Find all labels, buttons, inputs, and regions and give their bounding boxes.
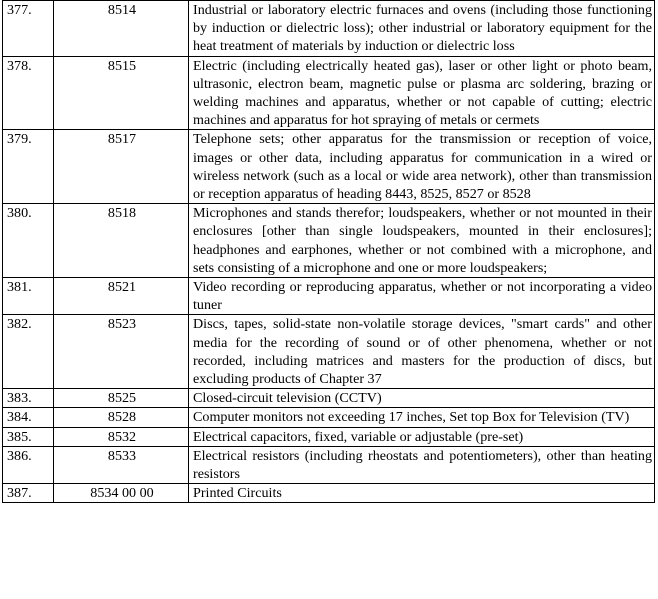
goods-description: Electric (including electrically heated gas), laser or other light or photo beam, ultrasonic, electron beam, magnetic pulse or plasma arc soldering, brazing or welding machines and apparatus, whether or not capable of cutting; electric machines and apparatus for hot spraying of metals or cermets xyxy=(189,56,655,130)
goods-description: Telephone sets; other apparatus for the transmission or reception of voice, images or other data, including apparatus for communication in a wired or wireless network (such as a local or wide area network), other than transmission or reception apparatus of heading 8443, 8525, 8527 or 8528 xyxy=(189,130,655,204)
serial-number: 378. xyxy=(3,56,54,130)
heading-code: 8521 xyxy=(54,278,189,315)
goods-description: Closed-circuit television (CCTV) xyxy=(189,389,655,408)
heading-code: 8523 xyxy=(54,315,189,389)
serial-number: 384. xyxy=(3,408,54,427)
serial-number: 382. xyxy=(3,315,54,389)
heading-code: 8514 xyxy=(54,1,189,57)
serial-number: 377. xyxy=(3,1,54,57)
serial-number: 386. xyxy=(3,446,54,483)
serial-number: 381. xyxy=(3,278,54,315)
serial-number: 383. xyxy=(3,389,54,408)
tariff-schedule-table xyxy=(2,0,655,503)
heading-code: 8528 xyxy=(54,408,189,427)
table-row xyxy=(3,427,655,446)
heading-code: 8515 xyxy=(54,56,189,130)
table-row xyxy=(3,278,655,315)
goods-description: Printed Circuits xyxy=(189,484,655,503)
goods-description: Electrical resistors (including rheostats and potentiometers), other than heating resistors xyxy=(189,446,655,483)
table-row xyxy=(3,56,655,130)
table-row xyxy=(3,484,655,503)
table-row xyxy=(3,315,655,389)
goods-description: Electrical capacitors, fixed, variable or adjustable (pre-set) xyxy=(189,427,655,446)
table-row xyxy=(3,1,655,57)
heading-code: 8518 xyxy=(54,204,189,278)
goods-description: Video recording or reproducing apparatus, whether or not incorporating a video tuner xyxy=(189,278,655,315)
heading-code: 8517 xyxy=(54,130,189,204)
heading-code: 8525 xyxy=(54,389,189,408)
tariff-schedule-body xyxy=(3,1,655,503)
table-row xyxy=(3,130,655,204)
table-row xyxy=(3,408,655,427)
serial-number: 385. xyxy=(3,427,54,446)
table-row xyxy=(3,389,655,408)
goods-description: Industrial or laboratory electric furnaces and ovens (including those functioning by induction or dielectric loss); other industrial or laboratory equipment for the heat treatment of materials by induction or dielectric loss xyxy=(189,1,655,57)
goods-description: Discs, tapes, solid-state non-volatile storage devices, "smart cards" and other media for the recording of sound or of other phenomena, whether or not recorded, including matrices and masters for the production of discs, but excluding products of Chapter 37 xyxy=(189,315,655,389)
goods-description: Computer monitors not exceeding 17 inches, Set top Box for Television (TV) xyxy=(189,408,655,427)
heading-code: 8532 xyxy=(54,427,189,446)
goods-description: Microphones and stands therefor; loudspeakers, whether or not mounted in their enclosures [other than single loudspeakers, mounted in their enclosures]; headphones and earphones, whether or not combined with a microphone, and sets consisting of a microphone and one or more loudspeakers; xyxy=(189,204,655,278)
serial-number: 387. xyxy=(3,484,54,503)
serial-number: 380. xyxy=(3,204,54,278)
heading-code: 8534 00 00 xyxy=(54,484,189,503)
table-row xyxy=(3,446,655,483)
serial-number: 379. xyxy=(3,130,54,204)
heading-code: 8533 xyxy=(54,446,189,483)
table-row xyxy=(3,204,655,278)
